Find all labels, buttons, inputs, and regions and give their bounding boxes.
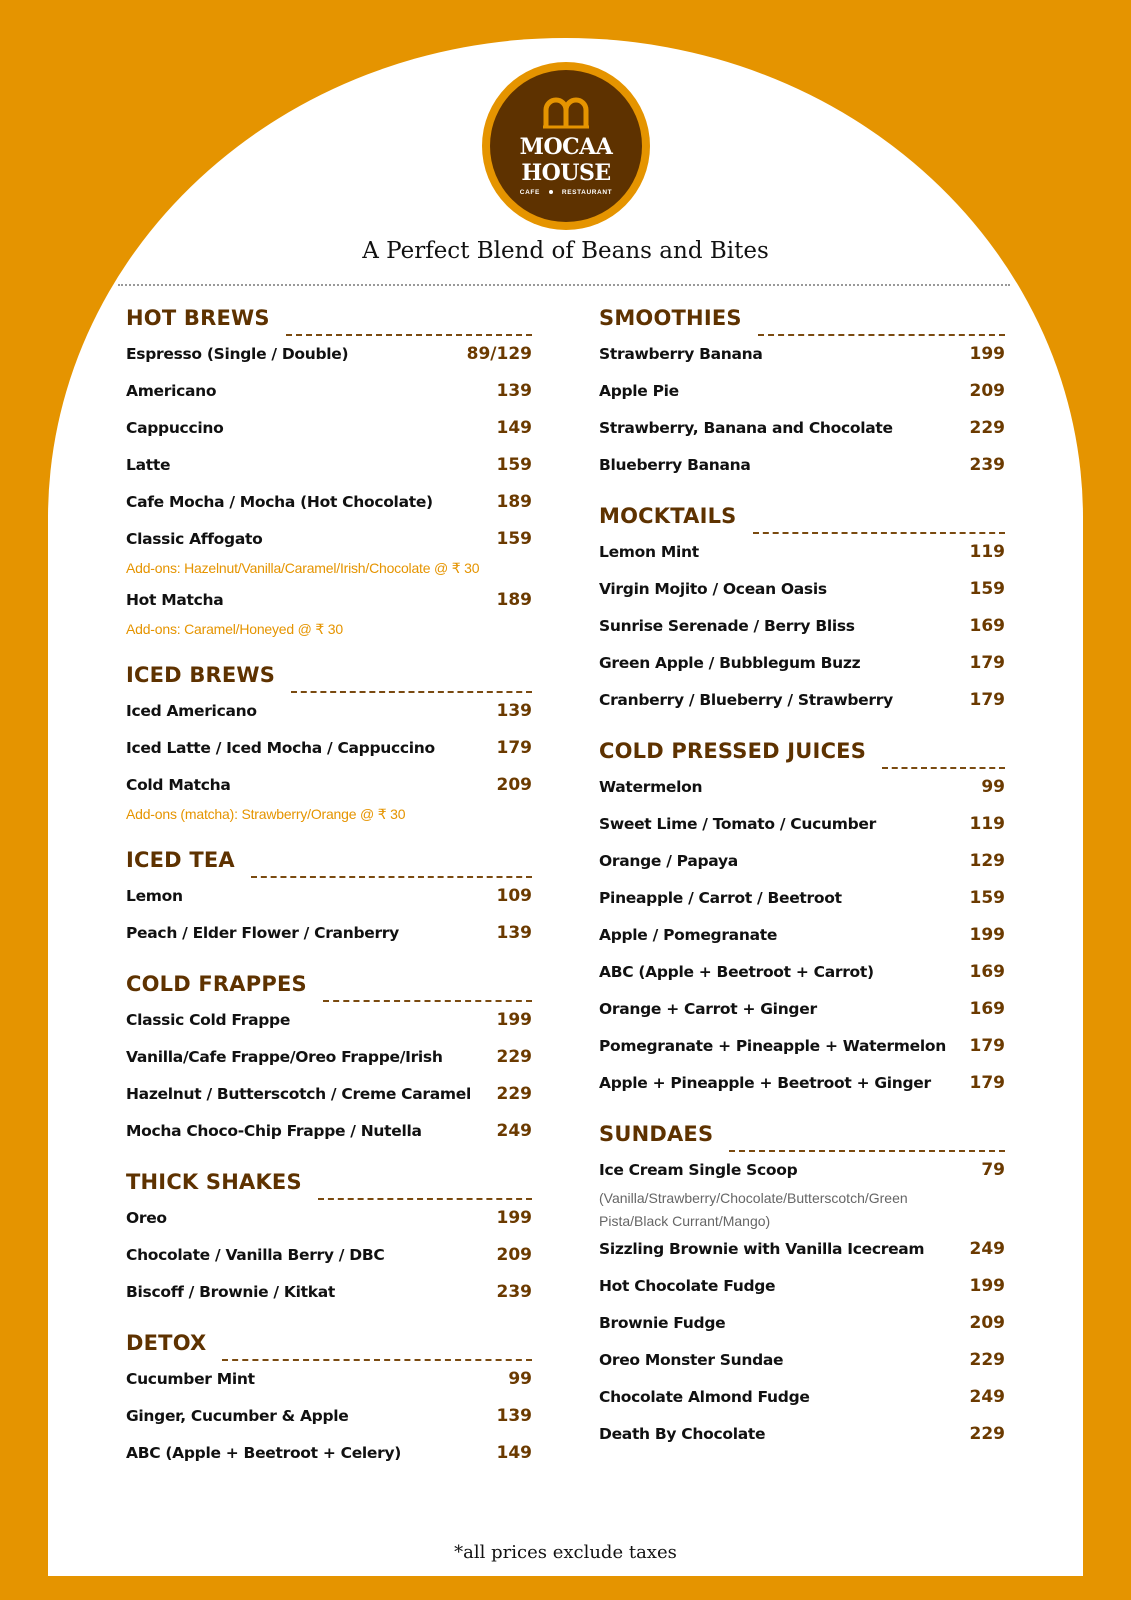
item-price: 239 [969, 455, 1005, 475]
item-name: Death By Chocolate [599, 1425, 766, 1443]
item-name: Cafe Mocha / Mocha (Hot Chocolate) [126, 493, 433, 511]
menu-item [126, 1010, 532, 1047]
item-price: 89/129 [466, 344, 532, 364]
item-name: Watermelon [599, 778, 703, 796]
menu-section [126, 663, 532, 836]
menu-section [126, 972, 532, 1158]
item-price: 149 [496, 1443, 532, 1463]
item-price: 139 [496, 701, 532, 721]
item-name: Classic Affogato [126, 530, 263, 548]
menu-item [599, 1350, 1005, 1387]
section-title: ICED BREWS [126, 663, 276, 687]
section-header [599, 504, 1005, 528]
item-name: Sizzling Brownie with Vanilla Icecream [599, 1240, 925, 1258]
item-price: 199 [496, 1010, 532, 1030]
menu-item [126, 1245, 532, 1282]
section-dashed-line [222, 1359, 532, 1361]
menu-item [126, 886, 532, 923]
item-price: 229 [969, 418, 1005, 438]
item-name: Brownie Fudge [599, 1314, 726, 1332]
section-title: HOT BREWS [126, 306, 270, 330]
menu-item [126, 923, 532, 960]
addon-note: Add-ons (matcha): Strawberry/Orange @ ₹ 30 [126, 806, 406, 822]
menu-section [126, 1331, 532, 1480]
item-name: Ginger, Cucumber & Apple [126, 1407, 349, 1425]
section-title: SUNDAES [599, 1122, 714, 1146]
menu-section [126, 1170, 532, 1319]
menu-section [126, 306, 532, 651]
logo-badge [490, 70, 642, 222]
section-title: SMOOTHIES [599, 306, 742, 330]
item-price: 249 [496, 1121, 532, 1141]
menu-item [599, 1387, 1005, 1424]
item-name: Orange + Carrot + Ginger [599, 1000, 817, 1018]
item-name: Strawberry Banana [599, 345, 763, 363]
menu-item [599, 418, 1005, 455]
item-name: Virgin Mojito / Ocean Oasis [599, 580, 827, 598]
menu-item [126, 418, 532, 455]
section-title: DETOX [126, 1331, 207, 1355]
item-name: Sunrise Serenade / Berry Bliss [599, 617, 855, 635]
item-name: Apple / Pomegranate [599, 926, 778, 944]
section-dashed-line [286, 334, 532, 336]
menu-item [126, 738, 532, 775]
menu-item [599, 1276, 1005, 1313]
item-price: 169 [969, 616, 1005, 636]
item-name: Espresso (Single / Double) [126, 345, 349, 363]
section-header [126, 972, 532, 996]
menu-item [599, 888, 1005, 925]
item-note: (Vanilla/Strawberry/Chocolate/Butterscotch/Green Pista/Black Currant/Mango) [599, 1190, 908, 1229]
item-name: Oreo [126, 1209, 167, 1227]
menu-item [599, 344, 1005, 381]
section-dashed-line [318, 1198, 532, 1200]
item-name: Pomegranate + Pineapple + Watermelon [599, 1037, 946, 1055]
menu-item [126, 1282, 532, 1319]
menu-section [599, 306, 1005, 492]
item-price: 179 [969, 1036, 1005, 1056]
section-dashed-line [323, 1000, 532, 1002]
addon-note: Add-ons: Caramel/Honeyed @ ₹ 30 [126, 621, 343, 637]
menu-item [599, 814, 1005, 851]
menu-section [599, 1122, 1005, 1461]
menu-item [126, 1121, 532, 1158]
menu-item [599, 925, 1005, 962]
item-price: 189 [496, 590, 532, 610]
item-price: 189 [496, 492, 532, 512]
item-name: Strawberry, Banana and Chocolate [599, 419, 893, 437]
menu-section [126, 848, 532, 960]
section-title: ICED TEA [126, 848, 235, 872]
item-price: 229 [969, 1424, 1005, 1444]
menu-item [599, 542, 1005, 579]
item-name: Blueberry Banana [599, 456, 751, 474]
item-name: Ice Cream Single Scoop [599, 1161, 798, 1179]
arch-mark-icon [540, 94, 592, 130]
item-name: ABC (Apple + Beetroot + Carrot) [599, 963, 874, 981]
menu-item [126, 492, 532, 529]
item-name: Apple + Pineapple + Beetroot + Ginger [599, 1074, 931, 1092]
menu-item [599, 455, 1005, 492]
item-price: 139 [496, 381, 532, 401]
item-name: Cold Matcha [126, 776, 231, 794]
item-name: Americano [126, 382, 217, 400]
item-price: 169 [969, 999, 1005, 1019]
item-price: 119 [969, 814, 1005, 834]
menu-item [599, 962, 1005, 999]
item-price: 209 [496, 775, 532, 795]
item-price: 179 [969, 1073, 1005, 1093]
menu-item [599, 579, 1005, 616]
menu-item [126, 1406, 532, 1443]
item-price: 159 [496, 455, 532, 475]
item-price: 109 [496, 886, 532, 906]
item-price: 229 [496, 1047, 532, 1067]
menu-item [126, 1208, 532, 1245]
item-name: Classic Cold Frappe [126, 1011, 291, 1029]
logo-name: MOCAA HOUSE [519, 134, 613, 186]
item-price: 129 [969, 851, 1005, 871]
section-header [126, 663, 532, 687]
logo-sub-right: RESTAURANT [561, 189, 613, 196]
item-price: 199 [969, 344, 1005, 364]
item-name: Latte [126, 456, 171, 474]
item-name: Cappuccino [126, 419, 224, 437]
section-dashed-line [753, 532, 1005, 534]
menu-item [126, 1369, 532, 1406]
section-dashed-line [882, 767, 1005, 769]
item-name: Cranberry / Blueberry / Strawberry [599, 691, 893, 709]
item-name: Chocolate / Vanilla Berry / DBC [126, 1246, 385, 1264]
menu-item [126, 701, 532, 738]
section-title: COLD PRESSED JUICES [599, 739, 867, 763]
item-price: 169 [969, 962, 1005, 982]
tax-footnote: *all prices exclude taxes [454, 1542, 677, 1563]
item-name: Lemon Mint [599, 543, 699, 561]
item-price: 199 [969, 1276, 1005, 1296]
menu-item [599, 653, 1005, 690]
item-price: 99 [981, 777, 1005, 797]
item-price: 229 [496, 1084, 532, 1104]
item-price: 159 [969, 579, 1005, 599]
section-dashed-line [729, 1150, 1005, 1152]
item-price: 179 [496, 738, 532, 758]
item-name: Cucumber Mint [126, 1370, 255, 1388]
item-price: 209 [969, 1313, 1005, 1333]
right-column [599, 298, 1005, 1473]
item-name: Lemon [126, 887, 183, 905]
item-price: 239 [496, 1282, 532, 1302]
item-name: Vanilla/Cafe Frappe/Oreo Frappe/Irish [126, 1048, 443, 1066]
item-name: Chocolate Almond Fudge [599, 1388, 810, 1406]
item-name: Pineapple / Carrot / Beetroot [599, 889, 842, 907]
item-price: 179 [969, 690, 1005, 710]
section-header [126, 848, 532, 872]
left-column [126, 298, 532, 1492]
item-price: 139 [496, 923, 532, 943]
logo-subtitle [490, 189, 642, 196]
menu-section [599, 739, 1005, 1110]
item-price: 149 [496, 418, 532, 438]
item-name: Hot Chocolate Fudge [599, 1277, 776, 1295]
tagline: A Perfect Blend of Beans and Bites [362, 238, 769, 264]
item-price: 229 [969, 1350, 1005, 1370]
item-price: 119 [969, 542, 1005, 562]
menu-item [599, 1313, 1005, 1350]
menu-item [126, 344, 532, 381]
menu-item [599, 777, 1005, 814]
menu-item [126, 455, 532, 492]
menu-item [599, 1239, 1005, 1276]
item-price: 199 [496, 1208, 532, 1228]
menu-item [126, 381, 532, 418]
section-header [599, 1122, 1005, 1146]
item-name: Oreo Monster Sundae [599, 1351, 784, 1369]
section-title: MOCKTAILS [599, 504, 737, 528]
menu-item [599, 616, 1005, 653]
menu-item [126, 1443, 532, 1480]
item-name: Iced Latte / Iced Mocha / Cappuccino [126, 739, 435, 757]
item-name: Sweet Lime / Tomato / Cucumber [599, 815, 876, 833]
item-price: 249 [969, 1239, 1005, 1259]
item-name: Hot Matcha [126, 591, 224, 609]
item-price: 139 [496, 1406, 532, 1426]
section-dashed-line [291, 691, 532, 693]
item-price: 199 [969, 925, 1005, 945]
item-price: 79 [981, 1160, 1005, 1180]
item-name: Iced Americano [126, 702, 257, 720]
item-price: 249 [969, 1387, 1005, 1407]
section-title: THICK SHAKES [126, 1170, 302, 1194]
brand-logo [482, 62, 650, 230]
item-name: Biscoff / Brownie / Kitkat [126, 1283, 335, 1301]
section-header [599, 739, 1005, 763]
logo-dot [549, 190, 553, 194]
item-price: 99 [508, 1369, 532, 1389]
menu-item [126, 1047, 532, 1084]
menu-item [126, 1084, 532, 1121]
section-dashed-line [758, 334, 1005, 336]
menu-item [599, 1036, 1005, 1073]
menu-item [599, 1073, 1005, 1110]
menu-item [599, 690, 1005, 727]
item-name: Green Apple / Bubblegum Buzz [599, 654, 861, 672]
section-header [126, 1170, 532, 1194]
section-dashed-line [251, 876, 532, 878]
section-header [126, 1331, 532, 1355]
item-name: Peach / Elder Flower / Cranberry [126, 924, 399, 942]
item-price: 159 [969, 888, 1005, 908]
item-name: Mocha Choco-Chip Frappe / Nutella [126, 1122, 422, 1140]
item-price: 209 [969, 381, 1005, 401]
item-price: 209 [496, 1245, 532, 1265]
item-name: Orange / Papaya [599, 852, 738, 870]
section-header [599, 306, 1005, 330]
addon-note: Add-ons: Hazelnut/Vanilla/Caramel/Irish/Chocolate @ ₹ 30 [126, 560, 480, 576]
item-price: 159 [496, 529, 532, 549]
menu-item [599, 851, 1005, 888]
menu-item [599, 999, 1005, 1036]
item-name: Apple Pie [599, 382, 679, 400]
section-header [126, 306, 532, 330]
section-title: COLD FRAPPES [126, 972, 307, 996]
menu-item [599, 381, 1005, 418]
item-name: Hazelnut / Butterscotch / Creme Caramel [126, 1085, 471, 1103]
dotted-divider [118, 284, 1010, 286]
item-price: 179 [969, 653, 1005, 673]
item-name: ABC (Apple + Beetroot + Celery) [126, 1444, 402, 1462]
menu-section [599, 504, 1005, 727]
menu-item [599, 1424, 1005, 1461]
logo-sub-left: CAFE [519, 189, 540, 196]
